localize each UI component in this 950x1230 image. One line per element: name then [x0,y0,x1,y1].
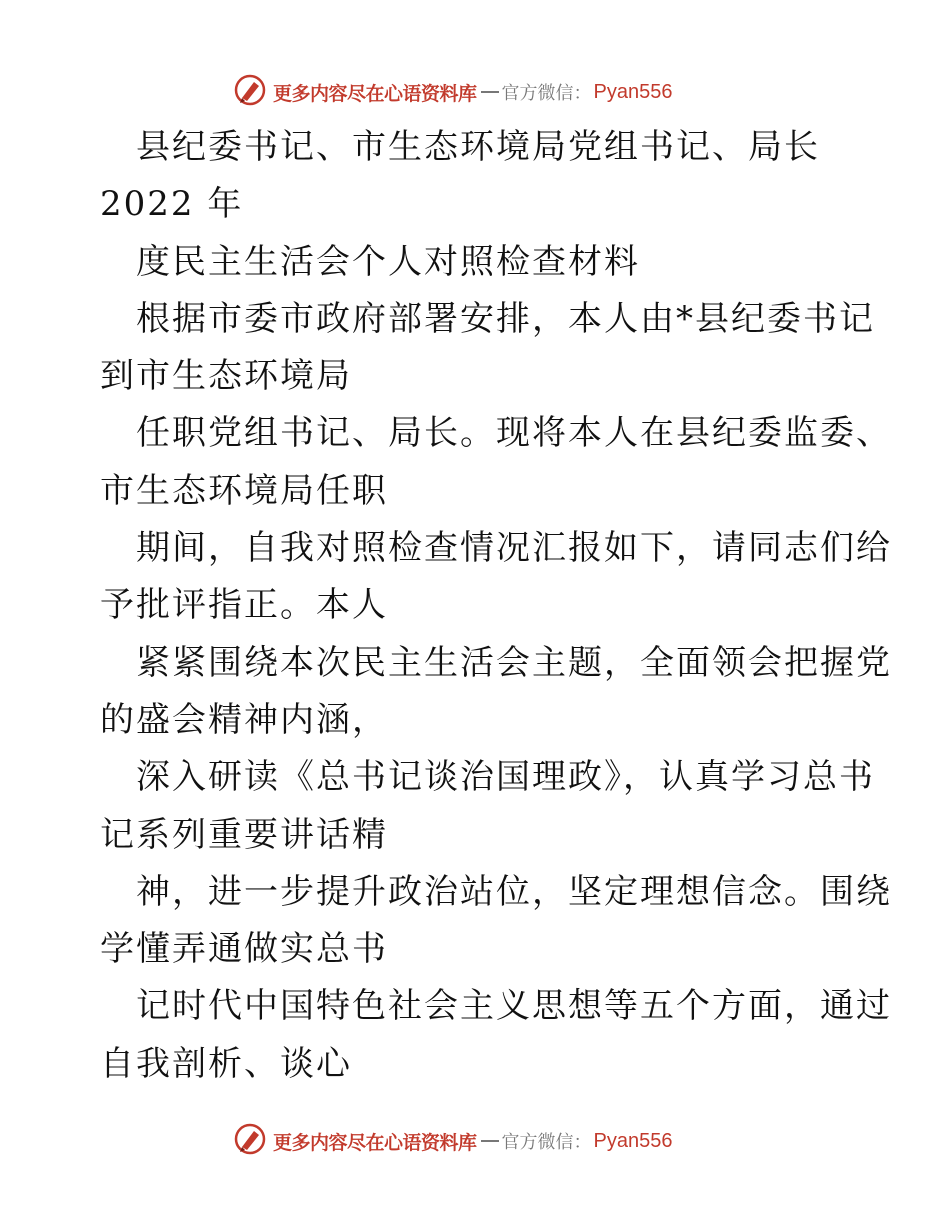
document-line: 紧紧围绕本次民主生活会主题，全面领会把握党 [136,642,892,683]
header-watermark [233,72,672,112]
red-pen-logo-icon [233,73,273,112]
document-line: 深入研读《总书记谈治国理政》，认真学习总书 [136,757,875,798]
document-line: 学懂弄通做实总书 [100,929,388,970]
watermark-dash [481,1140,499,1142]
document-line: 任职党组书记、局长。现将本人在县纪委监委、 [136,413,892,454]
watermark-brand-text: 更多内容尽在心语资料库 [273,1131,477,1154]
document-line: 根据市委市政府部署安排，本人由*县纪委书记 [136,298,875,339]
document-line: 县纪委书记、市生态环境局党组书记、局长 [136,127,820,167]
watermark-contact-id: Pyan556 [593,1129,673,1152]
document-line: 予批评指正。本人 [100,585,388,626]
document-line: 2022 年 [100,184,244,225]
watermark-contact-label: 官方微信： [501,1132,592,1153]
document-line: 的盛会精神内涵， [100,699,388,740]
footer-watermark [233,1121,672,1161]
document-line: 市生态环境局任职 [100,470,388,511]
watermark-dash [481,91,499,93]
red-pen-logo-icon [233,1122,273,1161]
document-line: 自我剖析、谈心 [100,1043,352,1084]
document-line: 度民主生活会个人对照检查材料 [136,241,640,282]
document-body [100,127,892,1101]
document-line: 记时代中国特色社会主义思想等五个方面，通过 [136,986,892,1027]
document-line: 到市生态环境局 [100,356,352,397]
watermark-contact-label: 官方微信： [501,83,592,104]
watermark-contact-id: Pyan556 [593,80,673,103]
watermark-brand-text: 更多内容尽在心语资料库 [273,82,477,105]
document-line: 神，进一步提升政治站位，坚定理想信念。围绕 [136,871,892,912]
document-line: 记系列重要讲话精 [100,814,388,855]
document-line: 期间，自我对照检查情况汇报如下，请同志们给 [136,528,892,569]
